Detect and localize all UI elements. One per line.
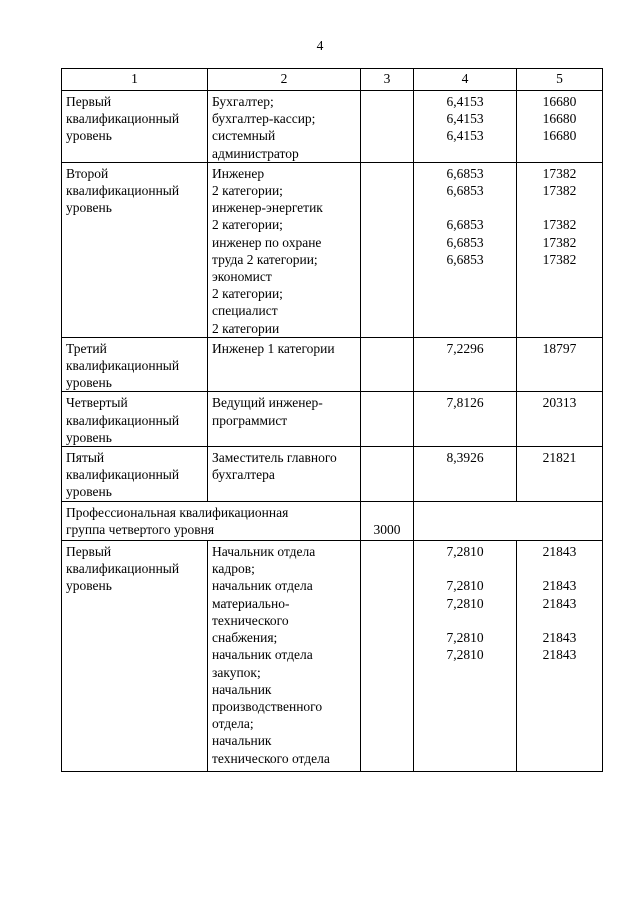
position-line: специалист bbox=[212, 303, 278, 319]
salary-value: 21843 bbox=[542, 630, 577, 646]
position-line: Бухгалтер; bbox=[212, 94, 274, 109]
coefficient-value: 6,6853 bbox=[446, 217, 484, 233]
col3-cell bbox=[361, 541, 414, 772]
position-line: кадров; bbox=[212, 561, 255, 577]
coefficient-value: 7,2296 bbox=[446, 340, 484, 356]
position-line: начальник bbox=[212, 681, 272, 697]
salary-cell bbox=[517, 91, 603, 163]
salary-value: 17382 bbox=[542, 217, 577, 233]
level-line: квалификационный bbox=[66, 358, 180, 374]
level-line: Первый bbox=[66, 544, 112, 560]
table-row bbox=[62, 541, 603, 772]
positions-cell bbox=[208, 447, 361, 502]
position-line: 2 категории; bbox=[212, 286, 283, 302]
level-line: уровень bbox=[66, 578, 112, 594]
col3-cell bbox=[361, 162, 414, 337]
coefficient-value: 6,6853 bbox=[446, 234, 484, 250]
spacer bbox=[418, 612, 512, 629]
col3-cell bbox=[361, 337, 414, 392]
positions-cell bbox=[208, 392, 361, 447]
coefficient-value: 7,8126 bbox=[446, 395, 484, 411]
position-line: Инженер bbox=[212, 165, 265, 181]
position-line: системный bbox=[212, 128, 276, 144]
salary-value: 18797 bbox=[542, 340, 577, 356]
coefficient-value: 6,6853 bbox=[446, 183, 484, 199]
level-cell bbox=[62, 337, 208, 392]
position-line: Начальник отдела bbox=[212, 544, 316, 560]
coefficient-cell bbox=[414, 541, 517, 772]
level-line: Второй bbox=[66, 165, 109, 181]
header-cell-4: 4 bbox=[414, 69, 517, 91]
group-row bbox=[62, 501, 603, 540]
level-cell bbox=[62, 162, 208, 337]
position-line: начальник bbox=[212, 733, 272, 749]
salary-value: 17382 bbox=[542, 165, 577, 181]
col3-cell bbox=[361, 91, 414, 163]
header-cell-1: 1 bbox=[62, 69, 208, 91]
salary-value: 21843 bbox=[542, 647, 577, 663]
table-row bbox=[62, 91, 603, 163]
salary-table bbox=[61, 68, 603, 772]
salary-cell bbox=[517, 447, 603, 502]
level-cell bbox=[62, 541, 208, 772]
salary-value: 17382 bbox=[542, 183, 577, 199]
position-line: Инженер 1 категории bbox=[212, 340, 335, 356]
coefficient-cell bbox=[414, 162, 517, 337]
group-value-cell: 3000 bbox=[361, 501, 414, 540]
header-cell-5: 5 bbox=[517, 69, 603, 91]
level-line: Третий bbox=[66, 340, 107, 356]
table-row bbox=[62, 447, 603, 502]
salary-value: 16680 bbox=[542, 128, 577, 144]
coefficient-value: 6,6853 bbox=[446, 165, 484, 181]
salary-value: 16680 bbox=[542, 94, 577, 109]
level-line: уровень bbox=[66, 375, 112, 391]
position-line: 2 категории; bbox=[212, 183, 283, 199]
position-line: Ведущий инженер- bbox=[212, 395, 323, 411]
salary-value: 21843 bbox=[542, 544, 577, 560]
salary-value: 17382 bbox=[542, 234, 577, 250]
salary-value: 16680 bbox=[542, 111, 577, 127]
coefficient-value: 7,2810 bbox=[446, 578, 484, 594]
level-line: Первый bbox=[66, 94, 112, 109]
level-line: уровень bbox=[66, 200, 112, 216]
coefficient-value: 6,4153 bbox=[446, 111, 484, 127]
level-line: квалификационный bbox=[66, 561, 180, 577]
col3-cell bbox=[361, 392, 414, 447]
position-line: труда 2 категории; bbox=[212, 251, 318, 267]
position-line: закупок; bbox=[212, 664, 261, 680]
coefficient-cell bbox=[414, 91, 517, 163]
positions-cell bbox=[208, 337, 361, 392]
coefficient-value: 7,2810 bbox=[446, 630, 484, 646]
salary-value: 21843 bbox=[542, 595, 577, 611]
level-line: квалификационный bbox=[66, 412, 180, 428]
coefficient-value: 8,3926 bbox=[446, 450, 484, 466]
position-line: 2 категории; bbox=[212, 217, 283, 233]
spacer bbox=[418, 560, 512, 577]
position-line: начальник отдела bbox=[212, 647, 313, 663]
coefficient-cell bbox=[414, 337, 517, 392]
level-cell bbox=[62, 392, 208, 447]
page-number: 4 bbox=[316, 38, 324, 53]
level-line: квалификационный bbox=[66, 111, 180, 127]
coefficient-cell bbox=[414, 447, 517, 502]
salary-value: 21821 bbox=[542, 450, 577, 466]
position-line: бухгалтер-кассир; bbox=[212, 111, 316, 127]
table-row bbox=[62, 392, 603, 447]
level-line: уровень bbox=[66, 484, 112, 500]
position-line: производственного bbox=[212, 698, 323, 714]
level-line: уровень bbox=[66, 128, 112, 144]
position-line: 2 категории bbox=[212, 320, 280, 336]
position-line: снабжения; bbox=[212, 630, 278, 646]
coefficient-value: 6,4153 bbox=[446, 94, 484, 109]
spacer bbox=[521, 612, 598, 629]
coefficient-value: 7,2810 bbox=[446, 544, 484, 560]
col3-cell bbox=[361, 447, 414, 502]
positions-cell bbox=[208, 162, 361, 337]
salary-cell bbox=[517, 392, 603, 447]
coefficient-value: 6,6853 bbox=[446, 251, 484, 267]
position-line: инженер по охране bbox=[212, 234, 322, 250]
group-label-line: группа четвертого уровня bbox=[66, 521, 215, 537]
group-empty-cell bbox=[414, 501, 603, 540]
salary-cell bbox=[517, 541, 603, 772]
level-cell bbox=[62, 447, 208, 502]
salary-value: 21843 bbox=[542, 578, 577, 594]
positions-cell bbox=[208, 91, 361, 163]
positions-cell bbox=[208, 541, 361, 772]
header-cell-2: 2 bbox=[208, 69, 361, 91]
position-line: экономист bbox=[212, 269, 272, 285]
coefficient-value: 7,2810 bbox=[446, 595, 484, 611]
spacer bbox=[521, 199, 598, 216]
position-line: технического отдела bbox=[212, 750, 330, 766]
table-header-row bbox=[62, 69, 603, 91]
position-line: отдела; bbox=[212, 716, 254, 732]
level-line: квалификационный bbox=[66, 467, 180, 483]
position-line: программист bbox=[212, 412, 288, 428]
position-line: начальник отдела bbox=[212, 578, 313, 594]
level-line: уровень bbox=[66, 429, 112, 445]
level-line: квалификационный bbox=[66, 183, 180, 199]
position-line: материально- bbox=[212, 595, 290, 611]
position-line: бухгалтера bbox=[212, 467, 275, 483]
spacer bbox=[418, 199, 512, 216]
position-line: инженер-энергетик bbox=[212, 200, 323, 216]
salary-value: 20313 bbox=[542, 395, 577, 411]
position-line: администратор bbox=[212, 145, 299, 161]
coefficient-value: 7,2810 bbox=[446, 647, 484, 663]
position-line: Заместитель главного bbox=[212, 450, 337, 466]
spacer bbox=[521, 560, 598, 577]
coefficient-cell bbox=[414, 392, 517, 447]
header-cell-3: 3 bbox=[361, 69, 414, 91]
position-line: технического bbox=[212, 612, 289, 628]
group-label-line: Профессиональная квалификационная bbox=[66, 504, 289, 520]
coefficient-value: 6,4153 bbox=[446, 128, 484, 144]
group-label-cell bbox=[62, 501, 361, 540]
level-line: Четвертый bbox=[66, 395, 128, 411]
level-cell bbox=[62, 91, 208, 163]
table-row bbox=[62, 337, 603, 392]
salary-value: 17382 bbox=[542, 251, 577, 267]
level-line: Пятый bbox=[66, 450, 105, 466]
salary-cell bbox=[517, 337, 603, 392]
table-row bbox=[62, 162, 603, 337]
salary-cell bbox=[517, 162, 603, 337]
